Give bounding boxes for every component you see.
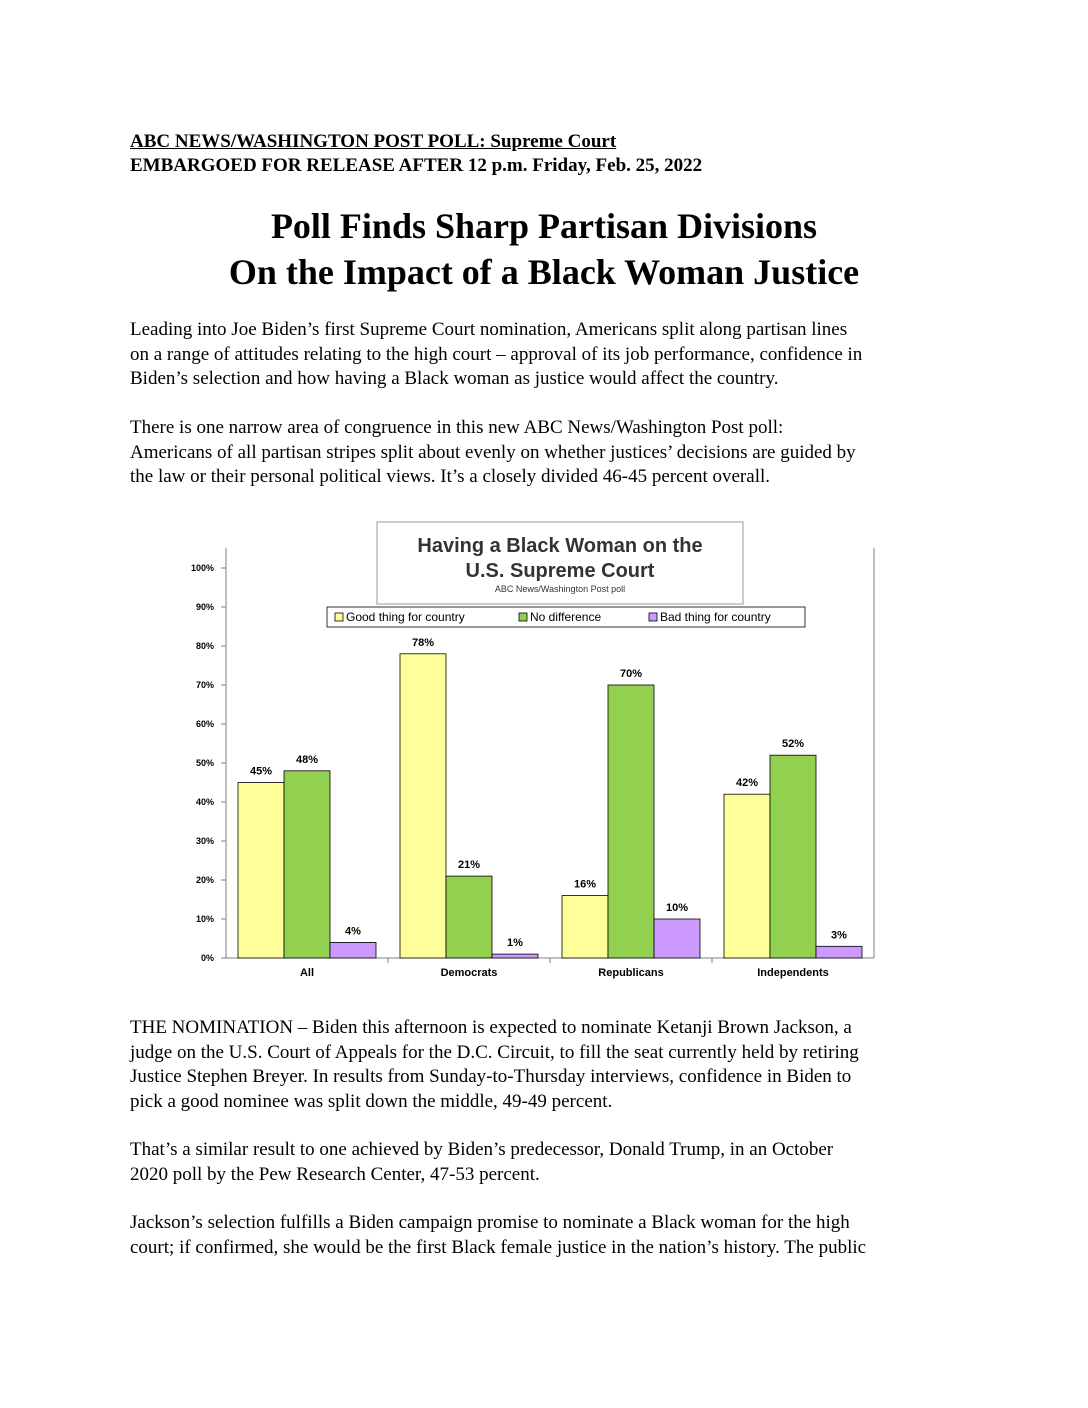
selection-paragraph xyxy=(130,1211,970,1260)
x-tick-label: All xyxy=(299,967,315,979)
text-line: Biden’s selection and how having a Black woman as justice would affect the country. xyxy=(130,368,779,389)
headline xyxy=(0,203,1088,295)
headline-line-2: On the Impact of a Black Woman Justice xyxy=(228,252,860,292)
bar xyxy=(446,876,492,958)
bar xyxy=(770,755,816,958)
y-tick-label: 60% xyxy=(195,719,214,729)
bar xyxy=(724,794,770,958)
bar xyxy=(284,771,330,958)
data-label: 70% xyxy=(619,668,643,680)
text-line: judge on the U.S. Court of Appeals for the D.C. Circuit, to fill the seat currently held by retiring xyxy=(130,1041,859,1063)
legend-label: Bad thing for country xyxy=(660,610,771,624)
bar xyxy=(492,954,538,958)
y-tick-label: 40% xyxy=(195,797,214,807)
x-tick-label: Democrats xyxy=(440,967,498,979)
release-header xyxy=(130,130,702,178)
intro-paragraph xyxy=(130,318,970,392)
legend-label: No difference xyxy=(530,610,602,624)
chart-title-line-2: U.S. Supreme Court xyxy=(465,560,655,582)
data-label: 45% xyxy=(249,765,273,778)
y-tick-label: 0% xyxy=(200,953,214,963)
bar xyxy=(562,896,608,958)
congruence-paragraph xyxy=(130,416,970,490)
legend-swatch xyxy=(519,613,527,621)
data-label: 3% xyxy=(831,929,847,942)
text-line: 2020 poll by the Pew Research Center, 47-53 percent. xyxy=(130,1163,540,1185)
text-line: Justice Stephen Breyer. In results from Sunday-to-Thursday interviews, confidence in Biden to xyxy=(130,1066,852,1087)
text-line: There is one narrow area of congruence in this new ABC News/Washington Post poll: xyxy=(130,417,784,438)
text-line: the law or their personal political views. It’s a closely divided 46-45 percent overall. xyxy=(130,466,770,487)
data-label: 42% xyxy=(735,777,759,790)
y-tick-label: 100% xyxy=(190,563,214,573)
legend-swatch xyxy=(649,613,657,621)
headline-line-1: Poll Finds Sharp Partisan Divisions xyxy=(270,206,818,246)
data-label: 48% xyxy=(295,753,319,766)
bar xyxy=(330,942,376,958)
chart-legend xyxy=(327,607,805,627)
data-label: 4% xyxy=(345,925,361,938)
bar xyxy=(238,783,284,959)
chart-subtitle: ABC News/Washington Post poll xyxy=(494,584,626,594)
chart-title-line-1: Having a Black Woman on the xyxy=(417,535,703,557)
data-label: 52% xyxy=(781,738,805,751)
chart-bars xyxy=(238,654,862,958)
nomination-paragraph xyxy=(130,1016,970,1114)
bar-chart xyxy=(170,520,890,990)
text-line: pick a good nominee was split down the middle, 49-49 percent. xyxy=(130,1090,613,1112)
y-tick-label: 20% xyxy=(195,875,214,885)
bar xyxy=(654,919,700,958)
y-tick-label: 70% xyxy=(195,680,214,690)
chart-title-box xyxy=(377,522,743,604)
data-label: 1% xyxy=(507,937,523,950)
text-line: Americans of all partisan stripes split about evenly on whether justices’ decisions are guided by xyxy=(130,441,856,463)
y-tick-label: 50% xyxy=(195,758,214,768)
bar xyxy=(400,654,446,958)
x-tick-label: Independents xyxy=(757,967,829,979)
y-tick-label: 80% xyxy=(195,641,214,651)
y-tick-label: 30% xyxy=(195,836,214,846)
text-line: on a range of attitudes relating to the high court – approval of its job performance, confidence in xyxy=(130,343,863,365)
text-line: court; if confirmed, she would be the first Black female justice in the nation’s history. The public xyxy=(130,1236,867,1258)
x-tick-label: Republicans xyxy=(598,967,664,979)
bar xyxy=(608,685,654,958)
comparison-paragraph xyxy=(130,1138,970,1187)
legend-label: Good thing for country xyxy=(346,610,465,624)
text-line: Leading into Joe Biden’s first Supreme Court nomination, Americans split along partisan lines xyxy=(130,319,848,340)
embargo-notice: EMBARGOED FOR RELEASE AFTER 12 p.m. Friday, Feb. 25, 2022 xyxy=(130,155,703,176)
y-tick-label: 90% xyxy=(195,602,214,612)
bar xyxy=(816,946,862,958)
data-label: 10% xyxy=(665,902,689,914)
text-line: Jackson’s selection fulfills a Biden campaign promise to nominate a Black woman for the high xyxy=(130,1212,850,1233)
text-line: That’s a similar result to one achieved by Biden’s predecessor, Donald Trump, in an October xyxy=(130,1139,834,1160)
text-line: THE NOMINATION – Biden this afternoon is expected to nominate Ketanji Brown Jackson, a xyxy=(130,1017,852,1038)
poll-title: ABC NEWS/WASHINGTON POST POLL: Supreme Court xyxy=(130,131,617,152)
data-label: 21% xyxy=(457,859,481,872)
y-tick-label: 10% xyxy=(195,914,214,924)
data-label: 78% xyxy=(411,636,435,649)
legend-swatch xyxy=(335,613,343,621)
data-label: 16% xyxy=(573,878,597,891)
